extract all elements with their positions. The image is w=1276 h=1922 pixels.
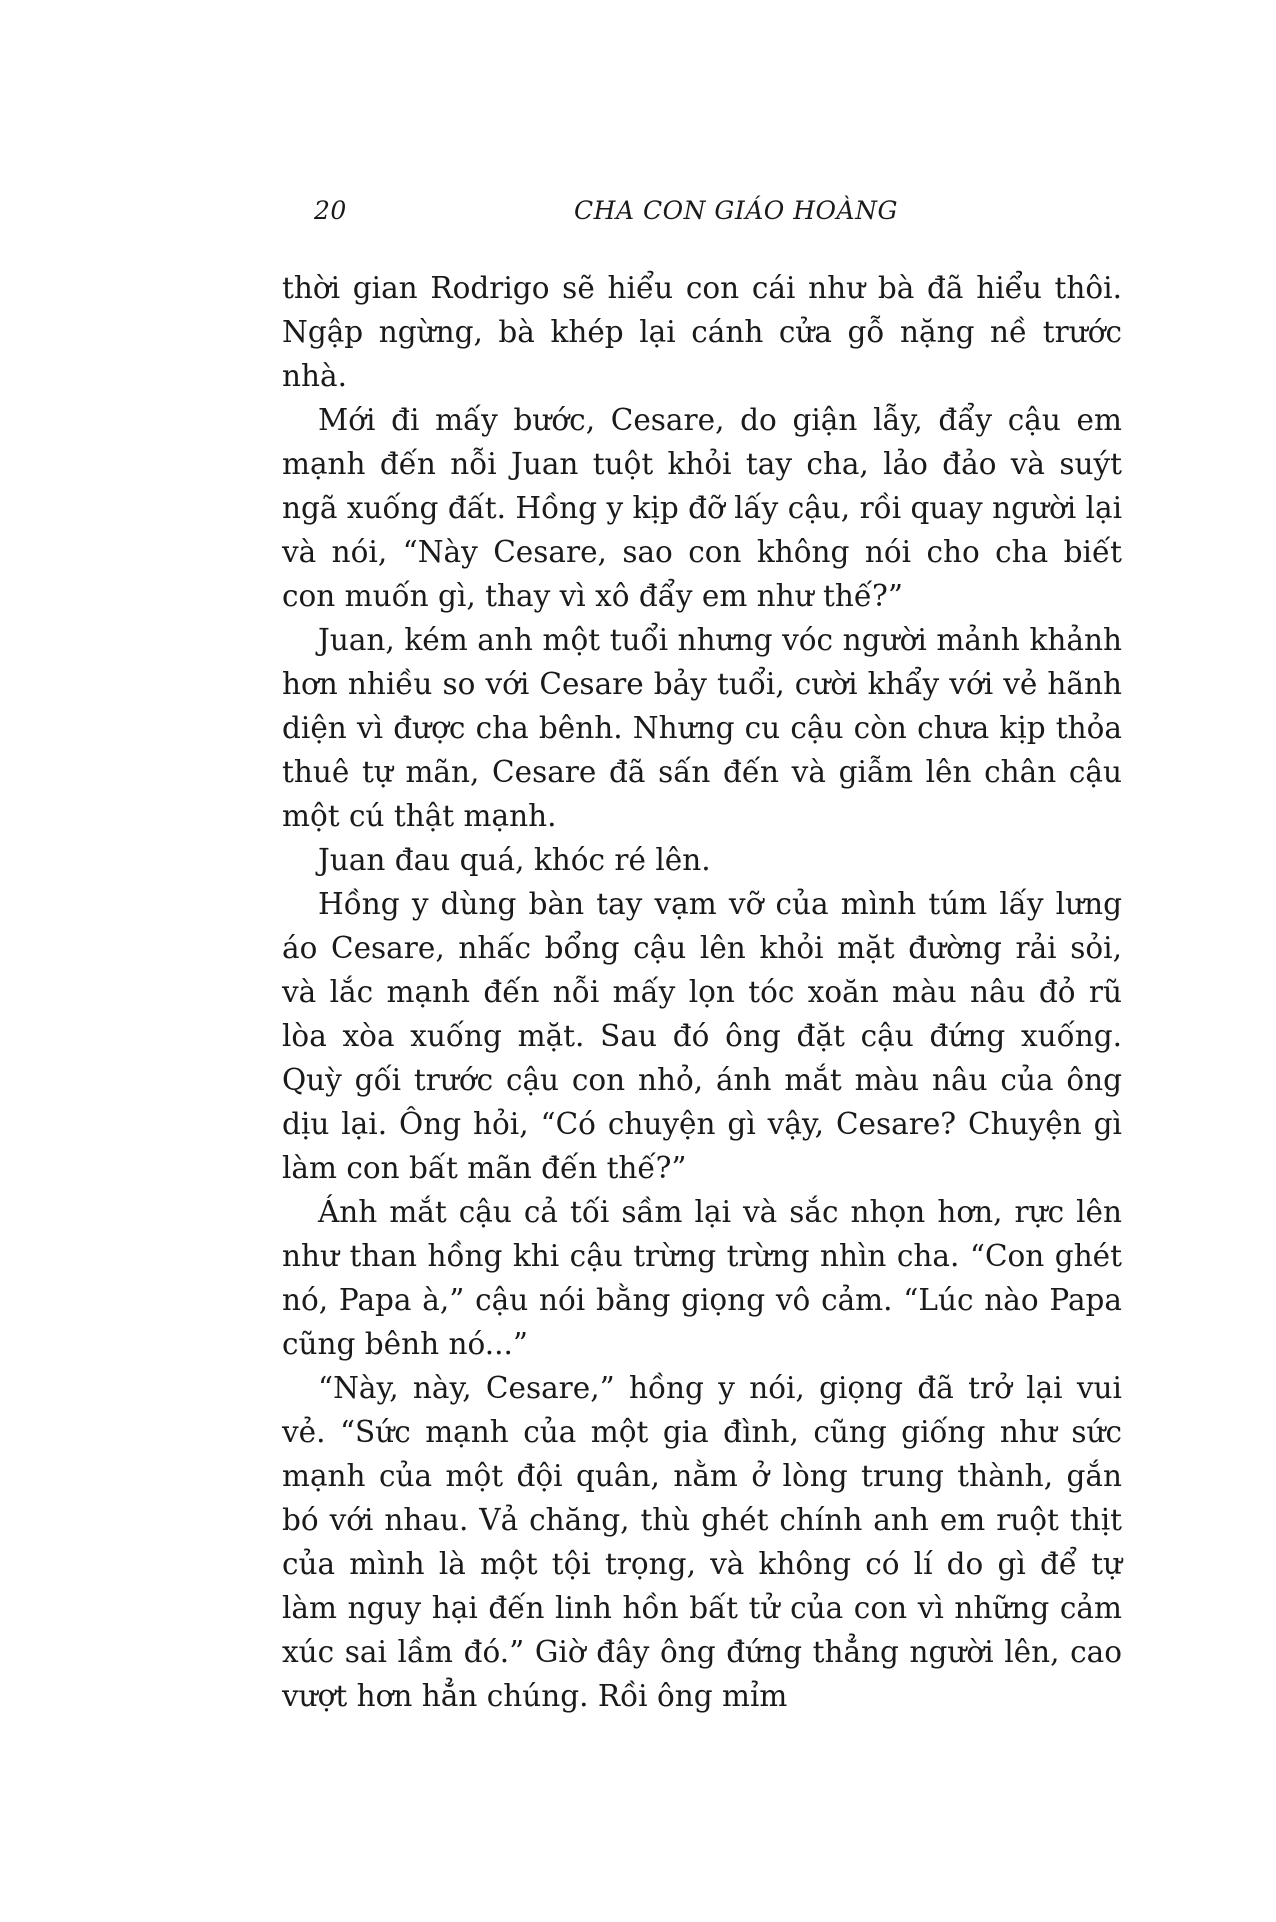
paragraph-1: thời gian Rodrigo sẽ hiểu con cái như bà đã hiểu thôi. Ngập ngừng, bà khép lại cánh cửa gỗ nặng nề trước nhà.: [282, 271, 1122, 393]
paragraph-2: Mới đi mấy bước, Cesare, do giận lẫy, đẩy cậu em mạnh đến nỗi Juan tuột khỏi tay cha, lảo đảo và suýt ngã xuống đất. Hồng y kịp đỡ lấy cậu, rồi quay người lại và nói, “Này Cesare, sao con không nói cho cha biết con muốn gì, thay vì xô đẩy em như thế?”: [282, 403, 1122, 613]
running-head: [314, 196, 1124, 232]
paragraph-5: Hồng y dùng bàn tay vạm vỡ của mình túm lấy lưng áo Cesare, nhấc bổng cậu lên khỏi mặt đường rải sỏi, và lắc mạnh đến nỗi mấy lọn tóc xoăn màu nâu đỏ rũ lòa xòa xuống mặt. Sau đó ông đặt cậu đứng xuống. Quỳ gối trước cậu con nhỏ, ánh mắt màu nâu của ông dịu lại. Ông hỏi, “Có chuyện gì vậy, Cesare? Chuyện gì làm con bất mãn đến thế?”: [282, 887, 1122, 1185]
book-title: CHA CON GIÁO HOÀNG: [574, 196, 898, 225]
paragraph-6: Ánh mắt cậu cả tối sầm lại và sắc nhọn hơn, rực lên như than hồng khi cậu trừng trừng nhìn cha. “Con ghét nó, Papa à,” cậu nói bằng giọng vô cảm. “Lúc nào Papa cũng bênh nó...”: [282, 1195, 1122, 1361]
paragraph-3: Juan, kém anh một tuổi nhưng vóc người mảnh khảnh hơn nhiều so với Cesare bảy tuổi, cười khẩy với vẻ hãnh diện vì được cha bênh. Nhưng cu cậu còn chưa kịp thỏa thuê tự mãn, Cesare đã sấn đến và giẫm lên chân cậu một cú thật mạnh.: [282, 623, 1122, 833]
paragraph-4: Juan đau quá, khóc ré lên.: [318, 843, 711, 877]
body-text: [282, 266, 1122, 1718]
paragraph-7: “Này, này, Cesare,” hồng y nói, giọng đã trở lại vui vẻ. “Sức mạnh của một gia đình, cũng giống như sức mạnh của một đội quân, nằm ở lòng trung thành, gắn bó với nhau. Vả chăng, thù ghét chính anh em ruột thịt của mình là một tội trọng, và không có lí do gì để tự làm nguy hại đến linh hồn bất tử của con vì những cảm xúc sai lầm đó.” Giờ đây ông đứng thẳng người lên, cao vượt hơn hẳn chúng. Rồi ông mỉm: [282, 1371, 1122, 1713]
page-number: 20: [314, 196, 347, 225]
